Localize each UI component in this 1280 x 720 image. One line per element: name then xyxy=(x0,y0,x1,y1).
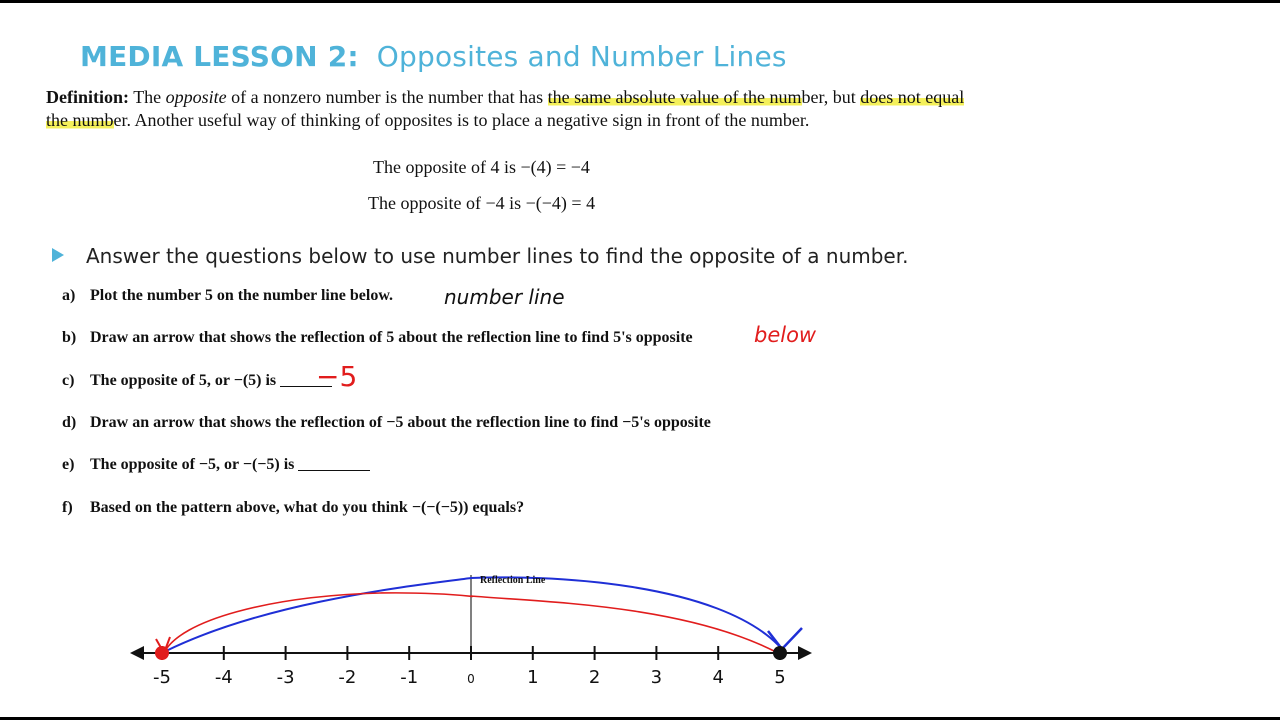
example-2: The opposite of −4 is −(−4) = 4 xyxy=(368,193,596,213)
question-b xyxy=(62,329,693,347)
tick-label: 0 xyxy=(467,672,475,686)
tick-label: 2 xyxy=(588,667,601,688)
definition-text-4: er. Another useful way of thinking of opposites is to place a negative sign in front of the number. xyxy=(113,110,810,130)
question-letter: e) xyxy=(62,456,75,473)
lesson-topic: Opposites and Number Lines xyxy=(376,40,787,73)
tick-label: 3 xyxy=(650,667,663,688)
axis-left-arrow-icon xyxy=(130,646,144,660)
blue-arrowhead-icon xyxy=(768,628,802,649)
tick-label: 4 xyxy=(712,667,724,688)
handwriting-answer-c xyxy=(314,358,374,392)
plotted-point-5 xyxy=(773,646,787,660)
tick-label: -1 xyxy=(400,667,419,688)
question-f xyxy=(62,499,524,517)
definition-label: Definition: xyxy=(46,87,129,107)
definition-text-2: of a nonzero number is the number that has xyxy=(226,87,548,107)
bullet-triangle-icon xyxy=(52,248,64,262)
handwriting-answer-c-text: −5 xyxy=(316,360,358,392)
number-line-group xyxy=(130,575,812,688)
axis-right-arrow-icon xyxy=(798,646,812,660)
tick-label: -2 xyxy=(338,667,357,688)
definition-text-1: The xyxy=(133,87,166,107)
handwriting-number-line-text: number line xyxy=(444,285,565,309)
answer-blank xyxy=(298,456,370,471)
tick-label: 1 xyxy=(527,667,539,688)
instruction-text: Answer the questions below to use number lines to find the opposite of a number. xyxy=(86,244,909,268)
lesson-title xyxy=(80,40,787,73)
red-reflection-arc xyxy=(164,593,774,653)
question-text: Plot the number 5 on the number line below. xyxy=(90,287,393,304)
tick-label: -5 xyxy=(153,667,171,688)
definition-opposite-word: opposite xyxy=(165,87,227,107)
example-1: The opposite of 4 is −(4) = −4 xyxy=(373,157,590,177)
question-letter: b) xyxy=(62,329,77,346)
question-text: The opposite of −5, or −(−5) is xyxy=(90,456,295,473)
tick-label: 5 xyxy=(774,667,786,688)
number-line-diagram xyxy=(120,560,820,690)
definition-highlight-1: the same absolute value of the num xyxy=(547,87,802,107)
question-text: Based on the pattern above, what do you think −(−(−5)) equals? xyxy=(90,499,525,516)
handwriting-below xyxy=(750,320,850,352)
reflection-line-label: Reflection Line xyxy=(480,575,546,586)
question-letter: a) xyxy=(62,287,76,304)
blue-reflection-arc xyxy=(166,577,782,651)
lesson-number: MEDIA LESSON 2: xyxy=(80,40,359,73)
definition-highlight-2: does not equal the numb xyxy=(46,87,965,130)
tick-label: -4 xyxy=(214,667,233,688)
question-text: The opposite of 5, or −(5) is xyxy=(90,372,277,389)
question-letter: f) xyxy=(62,499,73,516)
question-text: Draw an arrow that shows the reflection of −5 about the reflection line to find −5's opposite xyxy=(90,414,711,431)
tick-label: -3 xyxy=(276,667,295,688)
question-d xyxy=(62,414,711,432)
definition-text-3: ber, but xyxy=(801,87,861,107)
question-letter: d) xyxy=(62,414,77,431)
question-letter: c) xyxy=(62,372,75,389)
definition-paragraph xyxy=(46,86,976,132)
question-e xyxy=(62,456,370,474)
question-a xyxy=(62,287,393,305)
plotted-point-neg5 xyxy=(155,646,169,660)
instruction-bullet xyxy=(52,244,908,268)
handwriting-below-text: below xyxy=(754,323,817,347)
handwriting-number-line xyxy=(440,282,620,312)
question-c xyxy=(62,372,332,390)
question-text: Draw an arrow that shows the reflection of 5 about the reflection line to find 5's opposite xyxy=(90,329,693,346)
